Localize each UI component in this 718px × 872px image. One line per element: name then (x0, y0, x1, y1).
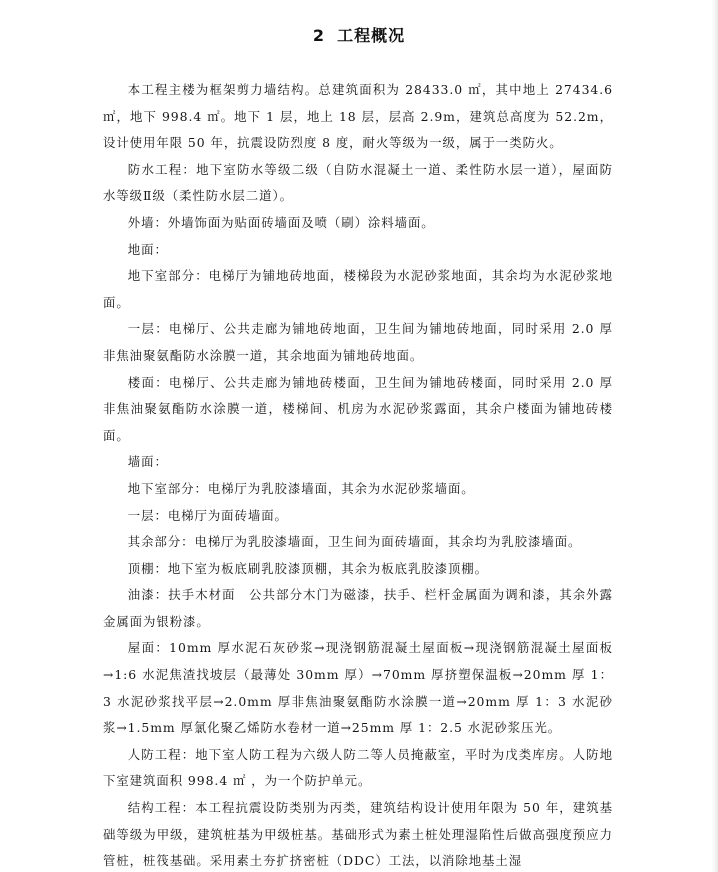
paragraph-first-floor-wall: 一层：电梯厅为面砖墙面。 (127, 507, 288, 523)
document-body (103, 77, 613, 872)
paragraph-ceiling: 顶棚：地下室为板底刷乳胶漆顶棚，其余为板底乳胶漆顶棚。 (127, 560, 488, 576)
paragraph-ground-heading: 地面： (127, 241, 168, 257)
paragraph-floor-slab: 楼面：电梯厅、公共走廊为铺地砖楼面，卫生间为铺地砖楼面，同时采用 2.0 厚非焦油聚氨酯防水涂膜一道，楼梯间、机房为水泥砂浆露面，其余户楼面为铺地砖楼面。 (103, 374, 613, 443)
paragraph-exterior-wall: 外墙：外墙饰面为贴面砖墙面及喷（刷）涂料墙面。 (127, 214, 435, 230)
paragraph-civil-defense: 人防工程：地下室人防工程为六级人防二等人员掩蔽室，平时为戊类库房。人防地下室建筑面积 998.4 ㎡ ，为一个防护单元。 (103, 746, 613, 789)
paragraph-overview: 本工程主楼为框架剪力墙结构。总建筑面积为 28433.0 ㎡，其中地上 27434.6 ㎡，地下 998.4 ㎡。地下 1 层，地上 18 层，层高 2.9m，建筑总高度为 52.2m，设计使用年限 50 年，抗震设防烈度 8 度，耐火等级为一级，属于一类防火。 (103, 82, 613, 151)
page-edge-shadow (712, 0, 718, 872)
paragraph-wall-heading: 墙面： (127, 454, 168, 470)
paragraph-structure: 结构工程：本工程抗震设防类别为丙类，建筑结构设计使用年限为 50 年，建筑基础等级为甲级，建筑桩基为甲级桩基。基础形式为素土桩处理湿陷性后做高强度预应力管桩，桩筏基础。采用素土夯扩挤密桩（DDC）工法，以消除地基土湿 (103, 800, 613, 869)
section-heading (0, 24, 718, 48)
paragraph-basement-wall: 地下室部分：电梯厅为乳胶漆墙面，其余为水泥砂浆墙面。 (127, 480, 475, 496)
section-title: 工程概况 (337, 26, 406, 45)
paragraph-roof: 屋面：10mm 厚水泥石灰砂浆→现浇钢筋混凝土屋面板→现浇钢筋混凝土屋面板→1:6 水泥焦渣找坡层（最薄处 30mm 厚）→70mm 厚挤塑保温板→20mm 厚 1：3 水泥砂浆找平层→2.0mm 厚非焦油聚氨酯防水涂膜一道→20mm 厚 1：3 水泥砂浆→1.5mm 厚氯化聚乙烯防水卷材一道→25mm 厚 1：2.5 水泥砂浆压光。 (103, 640, 613, 736)
paragraph-first-floor: 一层：电梯厅、公共走廊为铺地砖地面，卫生间为铺地砖地面，同时采用 2.0 厚非焦油聚氨酯防水涂膜一道，其余地面为铺地砖地面。 (103, 321, 613, 363)
paragraph-waterproofing: 防水工程：地下室防水等级二级（自防水混凝土一道、柔性防水层一道），屋面防水等级Ⅱ级（柔性防水层二道）。 (103, 161, 613, 204)
paragraph-paint: 油漆：扶手木材面 公共部分木门为磁漆，扶手、栏杆金属面为调和漆，其余外露金属面为银粉漆。 (103, 587, 613, 629)
paragraph-other-wall: 其余部分：电梯厅为乳胶漆墙面，卫生间为面砖墙面，其余均为乳胶漆墙面。 (127, 534, 582, 550)
paragraph-basement-floor: 地下室部分：电梯厅为铺地砖地面，楼梯段为水泥砂浆地面，其余均为水泥砂浆地面。 (103, 268, 613, 310)
section-number: 2 (312, 26, 326, 45)
